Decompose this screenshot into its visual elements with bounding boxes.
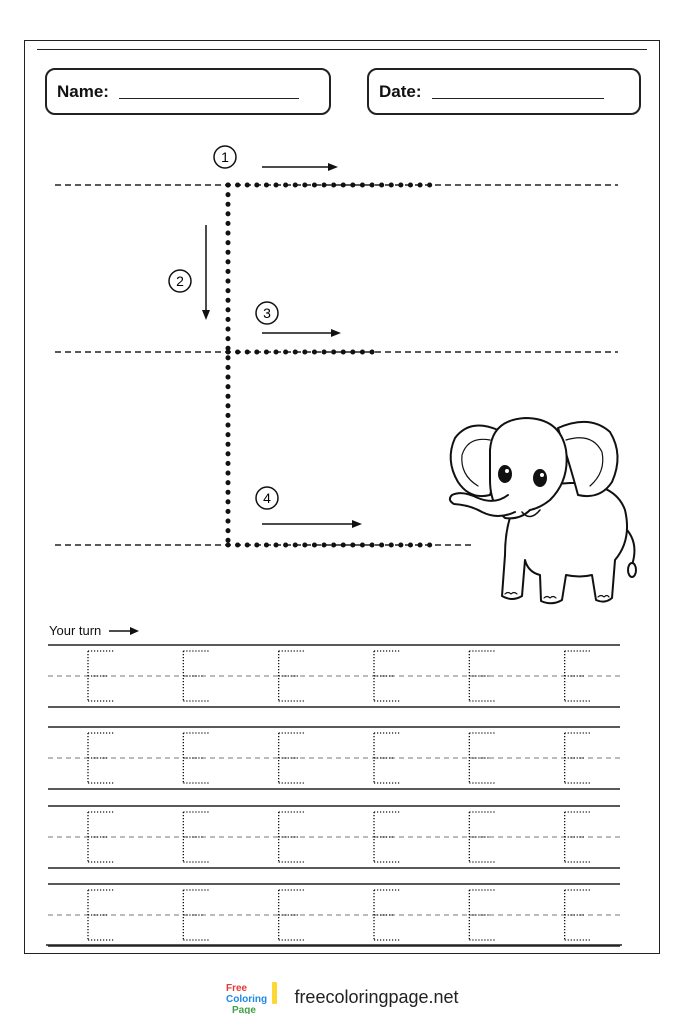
logo-crayon-icon	[272, 982, 277, 1004]
practice-letter-e[interactable]	[374, 890, 400, 940]
step-3-number: 3	[263, 305, 271, 321]
practice-letter-e[interactable]	[374, 651, 400, 701]
practice-letter-e[interactable]	[88, 733, 114, 783]
footer	[0, 980, 683, 1014]
step-2-number: 2	[176, 273, 184, 289]
logo-word-2: Coloring	[226, 994, 268, 1005]
date-label: Date:	[379, 81, 422, 101]
free-coloring-page-logo	[224, 980, 282, 1014]
practice-letter-e[interactable]	[88, 812, 114, 862]
practice-letter-e[interactable]	[565, 733, 591, 783]
practice-letter-e[interactable]	[565, 651, 591, 701]
site-url[interactable]: freecoloringpage.net	[294, 986, 459, 1007]
step-1-number: 1	[221, 149, 229, 165]
practice-letter-e[interactable]	[374, 812, 400, 862]
your-turn-text: Your turn	[49, 623, 102, 638]
name-label: Name:	[57, 81, 109, 101]
practice-letter-e[interactable]	[374, 733, 400, 783]
logo-word-3: Page	[232, 1005, 257, 1014]
step-4-number: 4	[263, 490, 271, 506]
practice-letter-e[interactable]	[565, 890, 591, 940]
logo-word-1: Free	[226, 983, 248, 994]
practice-letter-e[interactable]	[88, 890, 114, 940]
practice-letter-e[interactable]	[88, 651, 114, 701]
practice-letter-e[interactable]	[565, 812, 591, 862]
